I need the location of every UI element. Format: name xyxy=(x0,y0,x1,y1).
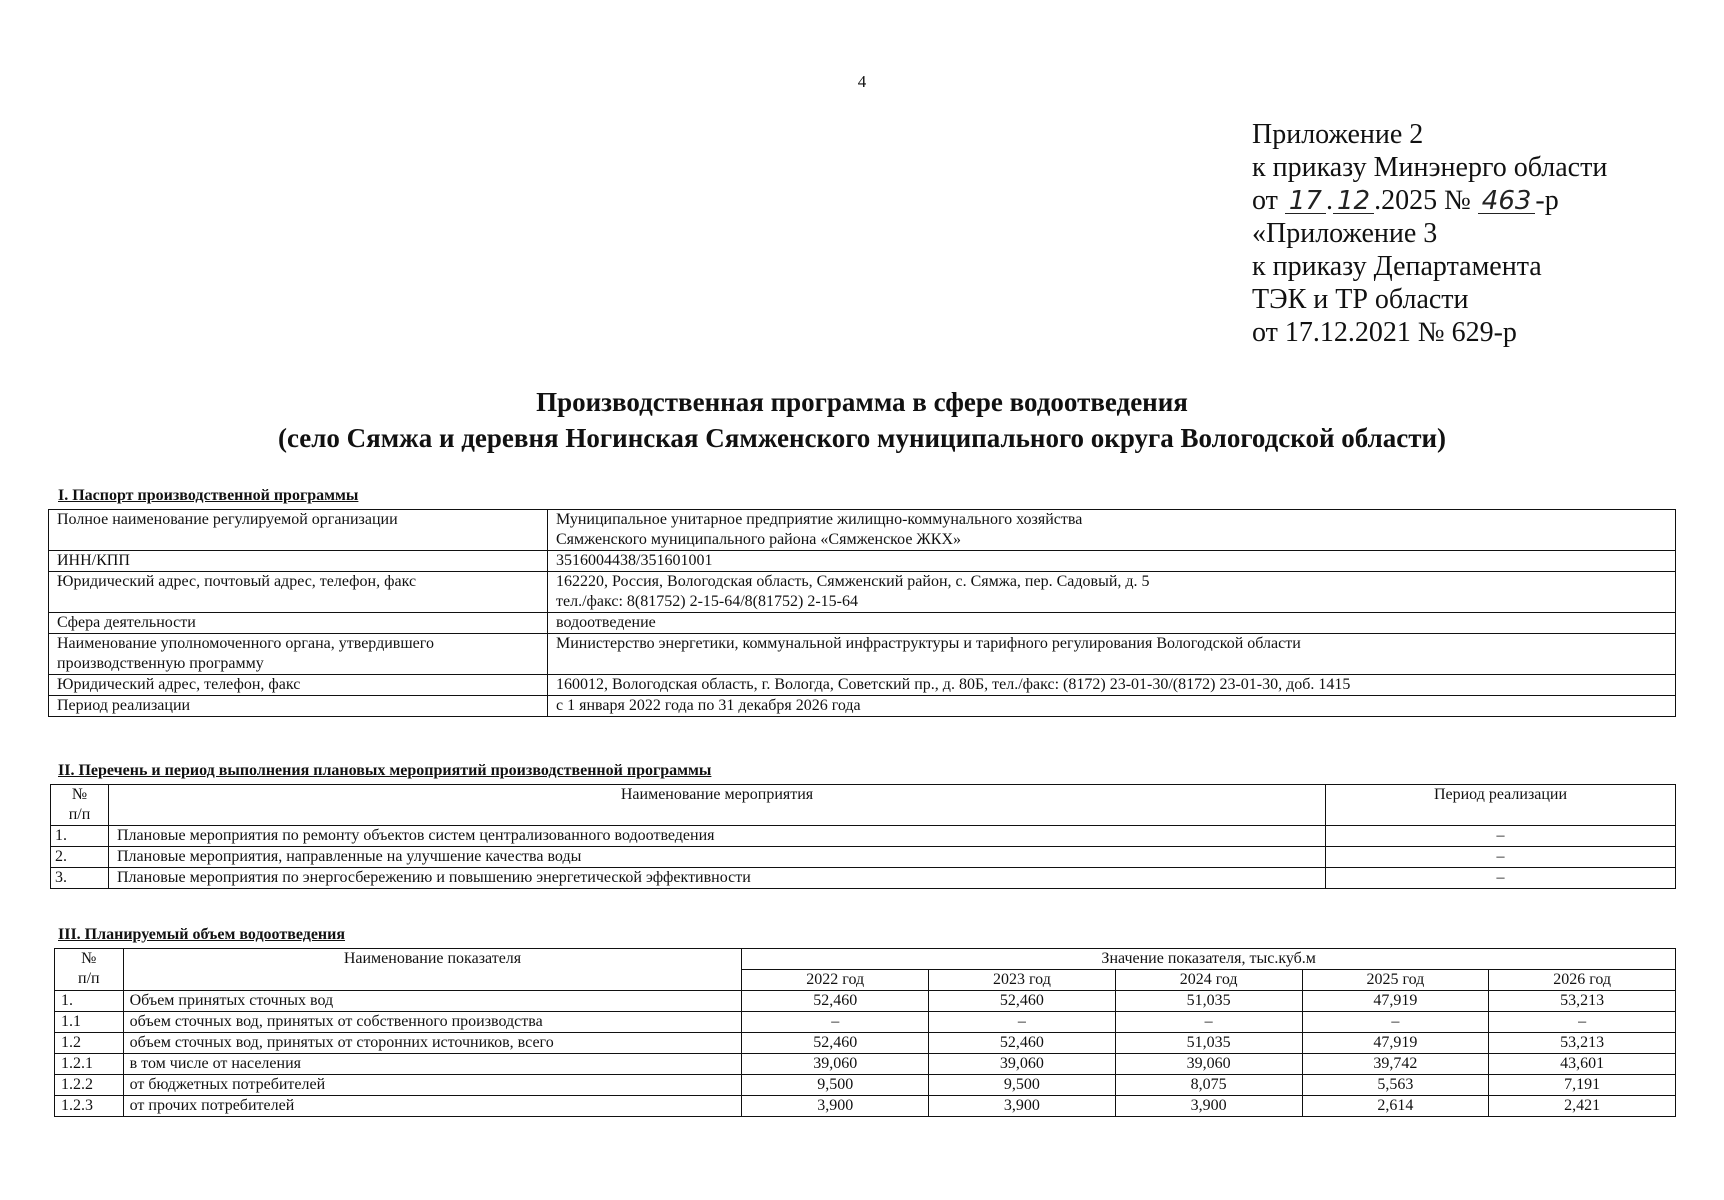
passport-value: 160012, Вологодская область, г. Вологда, Советский пр., д. 80Б, тел./факс: (8172) 23-01-30/(8172) 23-01-30, доб. 1415 xyxy=(548,675,1676,696)
passport-value: с 1 января 2022 года по 31 декабря 2026 года xyxy=(548,696,1676,717)
table-row xyxy=(55,1012,1676,1033)
row-value: – xyxy=(1115,1012,1302,1033)
row-name: Плановые мероприятия, направленные на улучшение качества воды xyxy=(109,847,1326,868)
row-value: – xyxy=(1302,1012,1489,1033)
table-row xyxy=(49,572,1676,613)
title-line-1: Производственная программа в сфере водоотведения xyxy=(536,387,1188,417)
row-num: 3. xyxy=(51,868,109,889)
row-value: – xyxy=(742,1012,929,1033)
appendix-line-4: «Приложение 3 xyxy=(1252,218,1438,249)
column-header-year: 2026 год xyxy=(1489,970,1676,991)
row-value: 53,213 xyxy=(1489,991,1676,1012)
row-value: 39,742 xyxy=(1302,1054,1489,1075)
row-period: – xyxy=(1326,826,1676,847)
passport-value: Министерство энергетики, коммунальной инфраструктуры и тарифного регулирования Вологодской области xyxy=(548,634,1676,675)
row-name: Плановые мероприятия по ремонту объектов систем централизованного водоотведения xyxy=(109,826,1326,847)
row-num: 1.2.2 xyxy=(55,1075,124,1096)
row-value: 39,060 xyxy=(929,1054,1116,1075)
row-value: 2,614 xyxy=(1302,1096,1489,1117)
passport-value: 3516004438/351601001 xyxy=(548,551,1676,572)
appendix-date-prefix: от xyxy=(1252,185,1278,216)
row-period: – xyxy=(1326,868,1676,889)
row-num: 2. xyxy=(51,847,109,868)
row-value: 43,601 xyxy=(1489,1054,1676,1075)
column-header-year: 2025 год xyxy=(1302,970,1489,991)
row-value: – xyxy=(1489,1012,1676,1033)
row-name: от бюджетных потребителей xyxy=(123,1075,742,1096)
table-header-row xyxy=(51,785,1676,826)
table-row xyxy=(49,613,1676,634)
table-row xyxy=(55,1054,1676,1075)
column-header-year: 2022 год xyxy=(742,970,929,991)
row-value: 2,421 xyxy=(1489,1096,1676,1117)
appendix-year: .2025 № xyxy=(1374,185,1471,216)
passport-label: Юридический адрес, почтовый адрес, телефон, факс xyxy=(49,572,548,613)
table-header-row xyxy=(55,949,1676,970)
row-value: 47,919 xyxy=(1302,991,1489,1012)
column-header-year: 2024 год xyxy=(1115,970,1302,991)
appendix-line-3: от 17 . 12 .2025 № 463 -р xyxy=(1252,185,1559,216)
appendix-block xyxy=(1252,118,1607,349)
section3-heading: III. Планируемый объем водоотведения xyxy=(58,926,346,943)
table-row xyxy=(51,847,1676,868)
column-header-group: Значение показателя, тыс.куб.м xyxy=(742,949,1676,970)
table-row xyxy=(49,696,1676,717)
column-header-num: № п/п xyxy=(51,785,109,826)
row-period: – xyxy=(1326,847,1676,868)
column-header-period: Период реализации xyxy=(1326,785,1676,826)
row-value: 52,460 xyxy=(929,1033,1116,1054)
table-row xyxy=(49,510,1676,551)
row-name: объем сточных вод, принятых от собственного производства xyxy=(123,1012,742,1033)
section2-heading: II. Перечень и период выполнения плановых мероприятий производственной программы xyxy=(58,762,712,779)
row-name: Объем принятых сточных вод xyxy=(123,991,742,1012)
row-value: 9,500 xyxy=(929,1075,1116,1096)
row-value: 53,213 xyxy=(1489,1033,1676,1054)
handwritten-number: 463 xyxy=(1478,189,1536,214)
appendix-number-suffix: -р xyxy=(1535,185,1559,216)
row-value: 3,900 xyxy=(1115,1096,1302,1117)
table-row xyxy=(55,991,1676,1012)
activities-table xyxy=(50,784,1676,889)
row-value: 39,060 xyxy=(742,1054,929,1075)
table-row xyxy=(55,1075,1676,1096)
row-num: 1.2 xyxy=(55,1033,124,1054)
row-name: объем сточных вод, принятых от сторонних источников, всего xyxy=(123,1033,742,1054)
passport-label: Наименование уполномоченного органа, утвердившего производственную программу xyxy=(49,634,548,675)
appendix-line-1: Приложение 2 xyxy=(1252,119,1424,150)
row-value: 3,900 xyxy=(742,1096,929,1117)
row-value: 51,035 xyxy=(1115,991,1302,1012)
section1-heading: I. Паспорт производственной программы xyxy=(58,487,359,504)
row-value: – xyxy=(929,1012,1116,1033)
column-header-name: Наименование показателя xyxy=(123,949,742,991)
table-row xyxy=(49,551,1676,572)
row-num: 1. xyxy=(51,826,109,847)
passport-label: Юридический адрес, телефон, факс xyxy=(49,675,548,696)
passport-table xyxy=(48,509,1676,717)
table-row xyxy=(51,868,1676,889)
appendix-line-5: к приказу Департамента xyxy=(1252,251,1542,282)
row-value: 3,900 xyxy=(929,1096,1116,1117)
table-row xyxy=(51,826,1676,847)
row-num: 1.2.1 xyxy=(55,1054,124,1075)
row-num: 1.1 xyxy=(55,1012,124,1033)
row-value: 7,191 xyxy=(1489,1075,1676,1096)
table-row xyxy=(55,1096,1676,1117)
passport-label: Сфера деятельности xyxy=(49,613,548,634)
table-row xyxy=(49,634,1676,675)
appendix-line-2: к приказу Минэнерго области xyxy=(1252,152,1608,183)
row-name: Плановые мероприятия по энергосбережению и повышению энергетической эффективности xyxy=(109,868,1326,889)
row-value: 52,460 xyxy=(742,1033,929,1054)
handwritten-month: 12 xyxy=(1333,189,1374,214)
page-number: 4 xyxy=(857,72,867,91)
document-title xyxy=(0,384,1724,456)
passport-label: ИНН/КПП xyxy=(49,551,548,572)
row-value: 52,460 xyxy=(742,991,929,1012)
column-header-name: Наименование мероприятия xyxy=(109,785,1326,826)
passport-label: Период реализации xyxy=(49,696,548,717)
column-header-year: 2023 год xyxy=(929,970,1116,991)
row-value: 8,075 xyxy=(1115,1075,1302,1096)
handwritten-day: 17 xyxy=(1285,189,1326,214)
row-value: 39,060 xyxy=(1115,1054,1302,1075)
passport-value: водоотведение xyxy=(548,613,1676,634)
table-row xyxy=(55,1033,1676,1054)
row-num: 1.2.3 xyxy=(55,1096,124,1117)
column-header-num: № п/п xyxy=(55,949,124,991)
row-value: 47,919 xyxy=(1302,1033,1489,1054)
row-value: 9,500 xyxy=(742,1075,929,1096)
appendix-line-6: ТЭК и ТР области xyxy=(1252,284,1469,315)
table-row xyxy=(49,675,1676,696)
passport-label: Полное наименование регулируемой организации xyxy=(49,510,548,551)
row-name: от прочих потребителей xyxy=(123,1096,742,1117)
volume-table xyxy=(54,948,1676,1117)
title-line-2: (село Сямжа и деревня Ногинская Сямженского муниципального округа Вологодской области) xyxy=(277,423,1447,453)
passport-value: 162220, Россия, Вологодская область, Сямженский район, с. Сямжа, пер. Садовый, д. 5 тел./факс: 8(81752) 2-15-64/8(81752) 2-15-64 xyxy=(548,572,1676,613)
row-num: 1. xyxy=(55,991,124,1012)
passport-value: Муниципальное унитарное предприятие жилищно-коммунального хозяйства Сямженского муниципального района «Сямженское ЖКХ» xyxy=(548,510,1676,551)
row-value: 51,035 xyxy=(1115,1033,1302,1054)
row-value: 52,460 xyxy=(929,991,1116,1012)
appendix-line-7: от 17.12.2021 № 629-р xyxy=(1252,317,1517,348)
row-value: 5,563 xyxy=(1302,1075,1489,1096)
row-name: в том числе от населения xyxy=(123,1054,742,1075)
